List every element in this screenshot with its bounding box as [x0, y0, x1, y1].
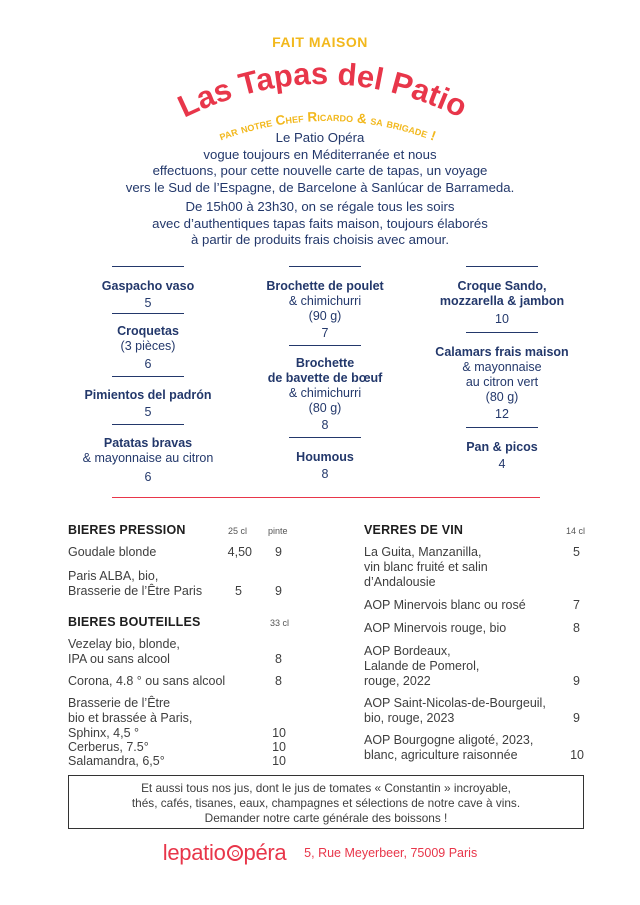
tapas-column-3	[422, 266, 582, 472]
tapas-name: Croquetas	[117, 324, 179, 338]
wines-section	[364, 523, 586, 763]
drink-name: Sphinx, 4,5 °	[68, 726, 140, 740]
drink-name: Goudale blonde	[68, 545, 157, 559]
drink-name: La Guita, Manzanilla,	[364, 545, 482, 559]
tapas-item	[245, 279, 405, 341]
brand-o-icon	[227, 845, 243, 861]
drink-row	[364, 733, 586, 763]
tapas-desc: (80 g)	[308, 401, 342, 415]
drink-name: Cerberus, 7.5°	[68, 740, 149, 754]
drink-name: bio, rouge, 2023	[364, 711, 455, 725]
tapas-desc: (90 g)	[308, 309, 342, 323]
divider	[289, 266, 361, 267]
drink-price: 10	[272, 726, 286, 740]
tapas-name: Croque Sando,	[457, 279, 547, 293]
note-line: Demander notre carte générale des boissons !	[204, 811, 448, 825]
drink-price: 9	[275, 545, 282, 559]
unit-label: 33 cl	[270, 618, 290, 628]
tapas-name: Pimientos del padrón	[84, 388, 212, 402]
divider	[289, 437, 361, 438]
drink-row	[364, 545, 586, 590]
tapas-price: 8	[321, 418, 329, 432]
brand-text: lepatio	[162, 840, 226, 865]
divider	[112, 424, 184, 425]
drink-price: 4,50	[227, 545, 252, 559]
tapas-name: Pan & picos	[466, 440, 538, 454]
drink-name: Paris ALBA, bio,	[68, 569, 159, 583]
drink-price: 8	[275, 674, 282, 688]
tapas-price: 6	[144, 357, 152, 371]
drink-name: AOP Minervois blanc ou rosé	[364, 598, 526, 612]
divider	[289, 345, 361, 346]
tapas-name: Brochette	[295, 356, 355, 370]
tapas-price: 12	[495, 407, 509, 421]
intro-paragraph-1	[70, 130, 570, 196]
section-title: VERRES DE VIN	[364, 523, 464, 537]
footer	[0, 840, 640, 866]
drink-price: 9	[573, 711, 580, 725]
tapas-desc: & chimichurri	[288, 386, 362, 400]
drink-row	[364, 621, 586, 636]
main-title: Las Tapas del Patio	[172, 55, 473, 125]
intro-line: effectuons, pour cette nouvelle carte de tapas, un voyage	[152, 163, 488, 178]
tapas-item	[68, 388, 228, 420]
drink-price: 10	[570, 748, 584, 762]
drink-name: Salamandra, 6,5°	[68, 754, 165, 768]
divider	[112, 376, 184, 377]
intro-line: De 15h00 à 23h30, on se régale tous les soirs	[185, 199, 455, 214]
drink-row	[68, 754, 298, 768]
divider	[466, 266, 538, 267]
tapas-price: 6	[144, 470, 152, 484]
drink-name: AOP Minervois rouge, bio	[364, 621, 507, 635]
tapas-name: Gaspacho vaso	[101, 279, 195, 293]
beers-section	[68, 523, 298, 768]
drink-name: AOP Bourgogne aligoté, 2023,	[364, 733, 534, 747]
divider	[466, 332, 538, 333]
drink-row	[68, 637, 298, 667]
tapas-item	[245, 450, 405, 482]
drink-price: 5	[573, 545, 580, 559]
tapas-item	[68, 324, 228, 372]
tapas-desc: & mayonnaise au citron	[82, 451, 214, 465]
drink-price: 5	[235, 584, 242, 598]
section-title: BIERES BOUTEILLES	[68, 615, 201, 629]
tapas-desc: (3 pièces)	[120, 339, 176, 353]
tapas-desc: & chimichurri	[288, 294, 362, 308]
tapas-name: Brochette de poulet	[266, 279, 384, 293]
wine-header	[364, 523, 586, 541]
intro-line: avec d’authentiques tapas faits maison, toujours élaborés	[152, 215, 488, 231]
tapas-price: 7	[321, 326, 329, 340]
note-line: Et aussi tous nos jus, dont le jus de tomates « Constantin » incroyable,	[141, 781, 511, 795]
intro-line: vogue toujours en Méditerranée et nous	[203, 146, 437, 162]
beer-draft-header	[68, 523, 298, 541]
drink-name: blanc, agriculture raisonnée	[364, 748, 518, 762]
drink-row	[364, 598, 586, 613]
drink-row	[68, 674, 298, 689]
drink-price: 8	[573, 621, 580, 635]
unit-label: 14 cl	[566, 526, 586, 536]
tapas-column-2	[245, 266, 405, 482]
drink-name: AOP Saint-Nicolas-de-Bourgeuil,	[364, 696, 546, 710]
drink-price: 7	[573, 598, 580, 612]
divider	[112, 313, 184, 314]
tapas-desc: (80 g)	[485, 390, 519, 404]
drink-price: 8	[275, 652, 282, 666]
drink-price: 10	[272, 754, 286, 768]
drink-price: 9	[573, 674, 580, 688]
tapas-price: 5	[144, 296, 152, 310]
intro-text	[70, 130, 570, 249]
drink-row	[68, 696, 298, 726]
eyebrow-title: FAIT MAISON	[272, 34, 368, 50]
section-divider	[112, 497, 540, 498]
drink-name: IPA ou sans alcool	[68, 652, 170, 666]
tapas-price: 10	[495, 312, 509, 326]
tapas-name: Calamars frais maison	[435, 345, 569, 359]
beer-bottle-header	[68, 615, 298, 633]
tapas-name: Houmous	[296, 450, 354, 464]
note-line: thés, cafés, tisanes, eaux, champagnes et sélections de notre cave à vins.	[131, 796, 521, 810]
tapas-desc: au citron vert	[465, 375, 539, 389]
drink-row	[68, 740, 298, 754]
tapas-name: mozzarella & jambon	[439, 294, 565, 308]
intro-line: Le Patio Opéra	[275, 130, 365, 145]
tapas-price: 8	[321, 467, 329, 481]
divider	[466, 427, 538, 428]
tapas-item	[422, 279, 582, 327]
drink-row	[68, 726, 298, 740]
section-title: BIERES PRESSION	[68, 523, 186, 537]
drink-name: Brasserie de l’Être Paris	[68, 584, 203, 598]
drink-name: Corona, 4.8 ° ou sans alcool	[68, 674, 226, 688]
drink-name: rouge, 2022	[364, 674, 431, 688]
drink-name: AOP Bordeaux,	[364, 644, 451, 658]
tapas-price: 5	[144, 405, 152, 419]
drink-name: vin blanc fruité et salin	[364, 560, 488, 574]
drink-row	[68, 545, 298, 561]
drink-name: bio et brassée à Paris,	[68, 711, 193, 725]
drink-name: d’Andalousie	[364, 575, 436, 589]
drink-name: Lalande de Pomerol,	[364, 659, 480, 673]
intro-line: à partir de produits frais choisis avec amour.	[190, 232, 449, 247]
drinks-note-box	[68, 775, 584, 829]
drink-price: 9	[275, 584, 282, 598]
tapas-name: de bavette de bœuf	[267, 371, 383, 385]
tapas-price: 4	[498, 457, 506, 471]
intro-paragraph-2	[70, 199, 570, 249]
tapas-item	[68, 436, 228, 485]
drink-row	[364, 644, 586, 689]
brand-logo	[163, 840, 292, 865]
unit-label: 25 cl	[228, 526, 248, 536]
divider	[112, 266, 184, 267]
intro-line: vers le Sud de l’Espagne, de Barcelone à Sanlúcar de Barrameda.	[125, 179, 515, 195]
tapas-item	[245, 356, 405, 433]
drink-price: 10	[272, 740, 286, 754]
tapas-column-1	[68, 266, 228, 485]
drink-row	[68, 569, 298, 601]
drink-row	[364, 696, 586, 726]
drink-name: Vezelay bio, blonde,	[68, 637, 180, 651]
tapas-item	[422, 440, 582, 472]
brand-text: péra	[243, 840, 287, 865]
tapas-item	[68, 279, 228, 311]
address: 5, Rue Meyerbeer, 75009 Paris	[304, 846, 478, 860]
tapas-name: Patatas bravas	[103, 436, 193, 450]
unit-label: pinte	[268, 526, 288, 536]
tapas-item	[422, 345, 582, 422]
subtitle: par notre Chef Ricardo & sa brigade !	[216, 108, 438, 144]
tapas-desc: & mayonnaise	[462, 360, 542, 374]
drink-name: Brasserie de l’Être	[68, 696, 171, 710]
